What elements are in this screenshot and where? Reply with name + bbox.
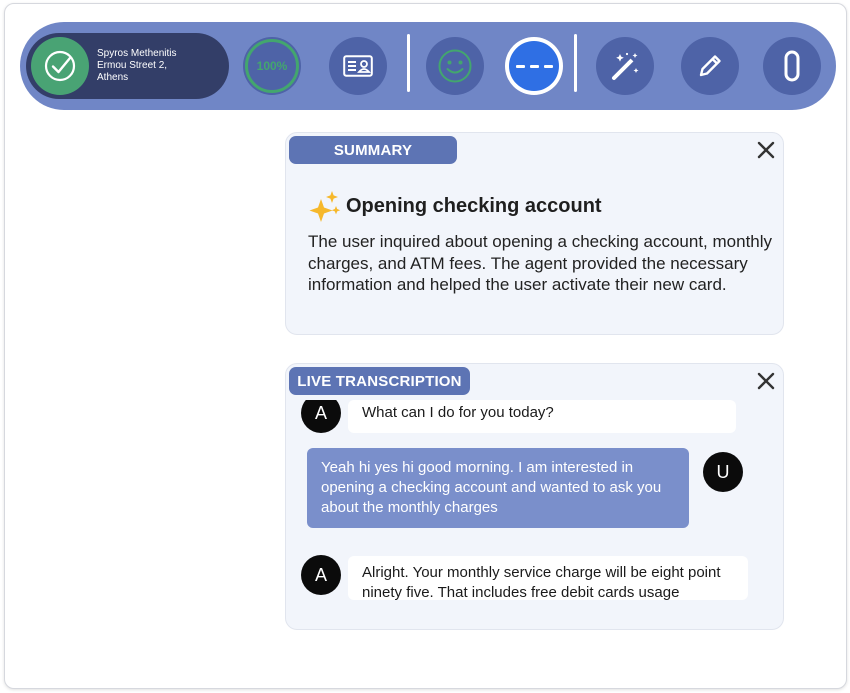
- hold-button[interactable]: [763, 37, 821, 95]
- progress-ring: [245, 39, 299, 93]
- sentiment-button[interactable]: [426, 37, 484, 95]
- avatar-initial: A: [314, 402, 327, 423]
- agent-avatar: [301, 555, 341, 595]
- pencil-icon: [694, 50, 726, 82]
- transcript-view-button[interactable]: [505, 37, 563, 95]
- message-text: What can I do for you today?: [362, 404, 554, 421]
- caller-address-line2: Athens: [97, 72, 129, 83]
- message-text: Alright. Your monthly service charge will be eight point ninety five. That includes free debit cards usage: [362, 564, 721, 600]
- transcription-panel: [285, 363, 784, 630]
- dashes-icon: [509, 41, 559, 91]
- summary-panel: [285, 132, 784, 335]
- toolbar-separator: [407, 34, 410, 92]
- caller-name: Spyros Methenitis: [97, 48, 177, 59]
- message-text: Yeah hi yes hi good morning. I am interested in opening a checking account and wanted to ask you about the monthly charges: [321, 459, 662, 516]
- close-icon[interactable]: [757, 141, 775, 159]
- progress-label: 100%: [256, 59, 288, 73]
- caller-info: [97, 48, 222, 84]
- summary-tag: SUMMARY: [289, 136, 457, 164]
- caller-card[interactable]: [26, 33, 229, 99]
- id-card-button[interactable]: [329, 37, 387, 95]
- magic-wand-button[interactable]: [596, 37, 654, 95]
- sparkles-icon: [308, 189, 342, 223]
- close-icon[interactable]: [757, 372, 775, 390]
- summary-title: Opening checking account: [346, 194, 602, 217]
- agent-message: [348, 400, 736, 433]
- edit-button[interactable]: [681, 37, 739, 95]
- avatar-initial: U: [716, 461, 730, 482]
- summary-text: The user inquired about opening a checking account, monthly charges, and ATM fees. The agent provided the necessary information and helped the user activate their new card.: [308, 232, 773, 294]
- summary-heading: [308, 189, 602, 223]
- pause-icon: [781, 49, 803, 83]
- agent-message: [348, 556, 748, 600]
- transcription-tag: LIVE TRANSCRIPTION: [289, 367, 470, 395]
- transcript-scroll-area[interactable]: [286, 400, 783, 600]
- check-icon: [31, 37, 89, 95]
- agent-avatar: [301, 400, 341, 433]
- progress-button[interactable]: [243, 37, 301, 95]
- magic-wand-icon: [608, 49, 642, 83]
- avatar-initial: A: [314, 564, 327, 585]
- user-message: [307, 448, 689, 528]
- caller-address-line1: Ermou Street 2,: [97, 60, 168, 71]
- toolbar-separator: [574, 34, 577, 92]
- id-card-icon: [343, 55, 373, 77]
- toolbar: [20, 22, 836, 110]
- smiley-icon: [437, 48, 473, 84]
- user-avatar: [703, 452, 743, 492]
